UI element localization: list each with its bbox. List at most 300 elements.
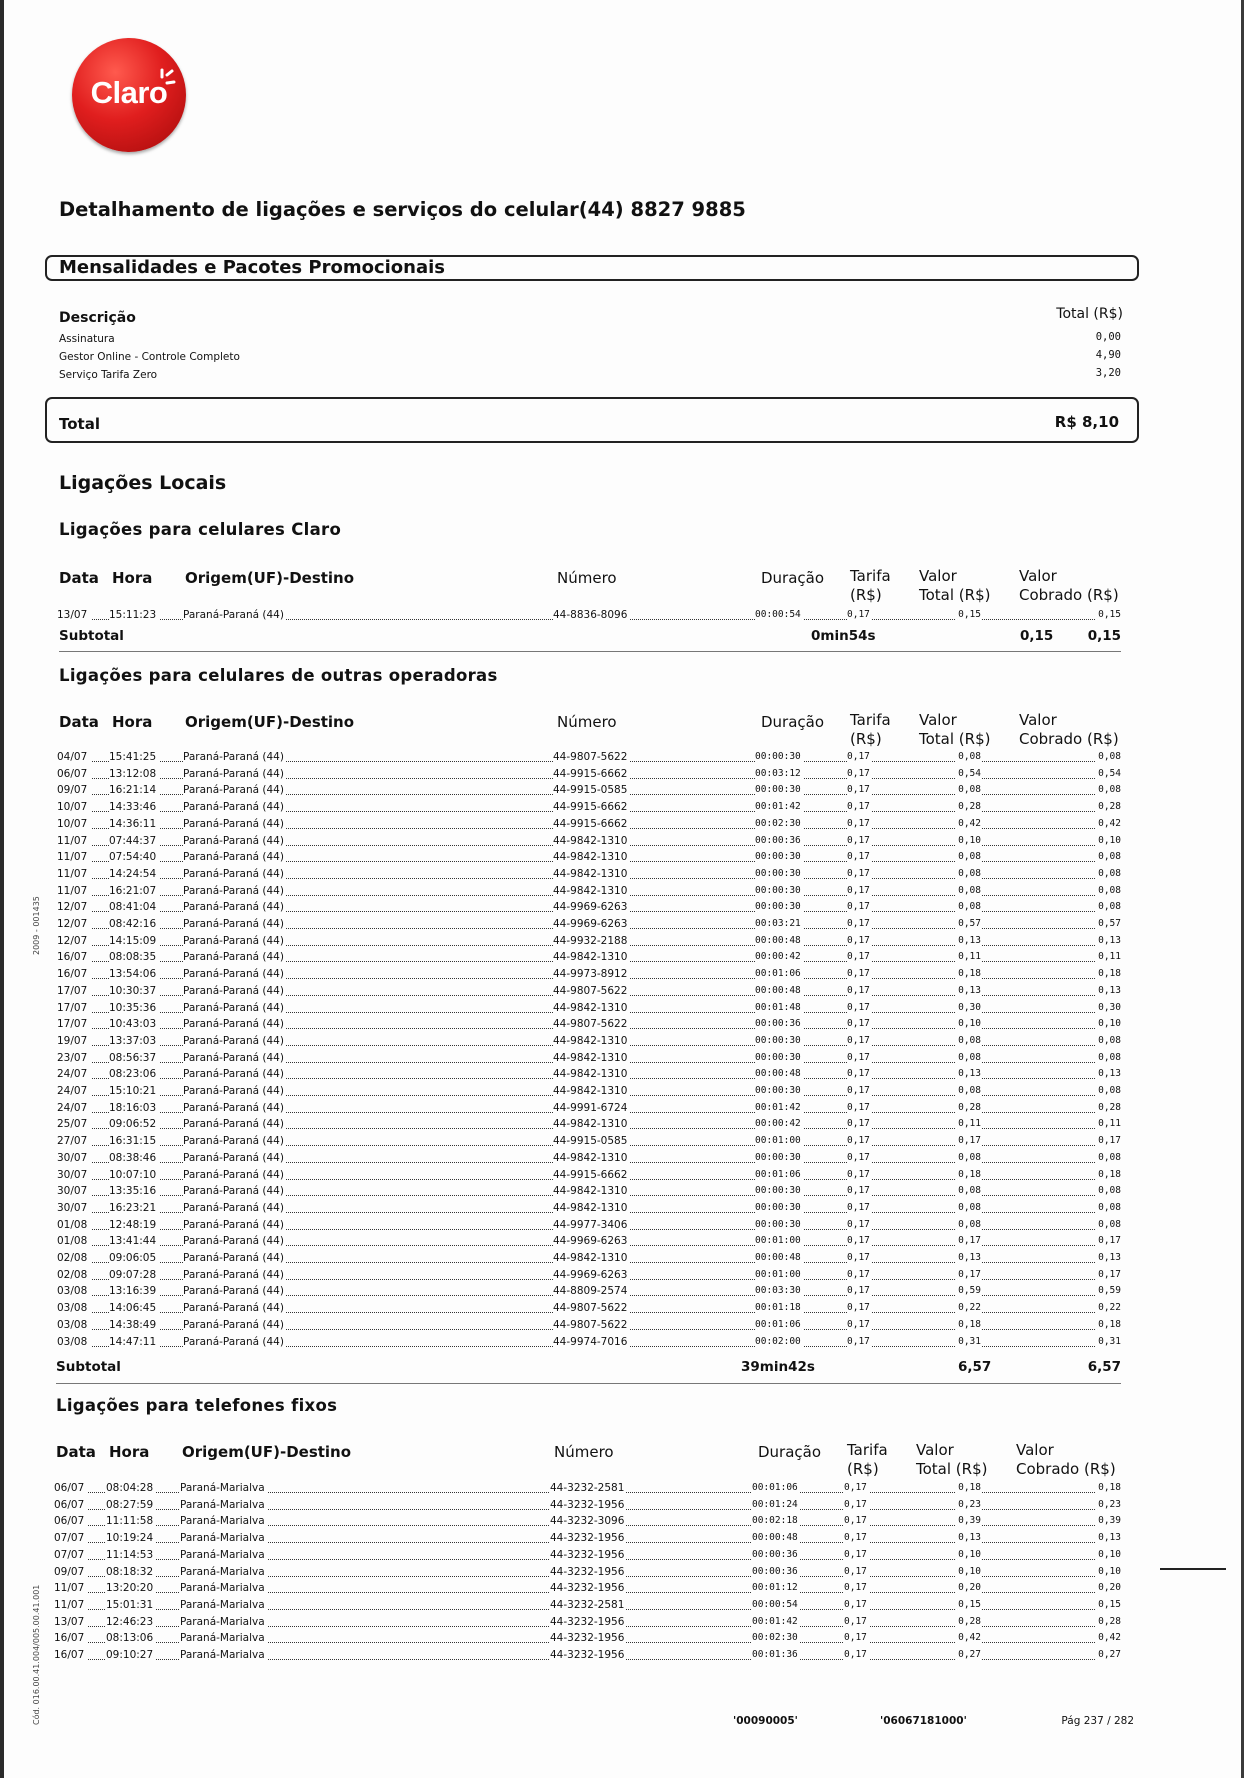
cell-valor-cobrado: 0,20 [1098, 1582, 1121, 1594]
cell-tarifa: 0,17 [847, 1034, 870, 1046]
cell-origem: Paraná-Marialva [180, 1482, 265, 1494]
table-row [57, 1235, 1121, 1249]
cell-valor-cobrado: 0,42 [1098, 817, 1121, 829]
cell-valor-cobrado: 0,31 [1098, 1335, 1121, 1347]
cell-valor-cobrado: 0,15 [1098, 1598, 1121, 1610]
cell-tarifa: 0,17 [847, 968, 870, 980]
cell-hora: 16:21:14 [109, 784, 159, 796]
cell-origem: Paraná-Paraná (44) [183, 784, 284, 797]
cell-data: 17/07 [57, 1018, 91, 1030]
cell-duracao: 00:00:30 [755, 1218, 801, 1230]
cell-valor-cobrado: 0,11 [1098, 1118, 1121, 1130]
cell-valor-total: 0,08 [958, 1085, 981, 1096]
cell-numero: 44-3232-1956 [550, 1649, 625, 1661]
cell-data: 11/07 [57, 835, 91, 847]
side-note-bottom: Cód. 016.00.41.004/005.00.41.001 [32, 1584, 41, 1725]
table-row [57, 801, 1121, 815]
cell-numero: 44-9807-5622 [553, 1018, 628, 1031]
cell-valor-total: 0,18 [958, 968, 981, 980]
cell-valor-total: 0,11 [958, 951, 981, 963]
claro-section-heading: Ligações para celulares Claro [59, 520, 342, 539]
cell-data: 06/07 [54, 1482, 88, 1494]
table-row [57, 951, 1121, 965]
service-label: Assinatura [59, 333, 115, 345]
cell-numero: 44-3232-1956 [550, 1615, 625, 1628]
cell-valor-total: 0,08 [958, 1051, 981, 1063]
header-valor-cobrado: Valor [1019, 567, 1057, 585]
header-valor-total-unit: Total (R$) [916, 1460, 988, 1478]
cell-valor-total: 0,08 [958, 751, 981, 762]
claro-subtotal [59, 628, 1121, 646]
service-label: Serviço Tarifa Zero [59, 369, 158, 381]
cell-tarifa: 0,17 [844, 1649, 867, 1660]
cell-hora: 11:14:53 [106, 1549, 156, 1561]
cell-valor-cobrado: 0,28 [1098, 1101, 1121, 1113]
cell-data: 27/07 [57, 1135, 91, 1147]
cell-data: 03/08 [57, 1302, 91, 1314]
cell-valor-cobrado: 0,18 [1098, 968, 1121, 980]
total-value: R$ 8,10 [1054, 413, 1119, 431]
cell-valor-total: 0,10 [958, 1565, 981, 1577]
total-column-header: Total (R$) [1056, 306, 1123, 322]
cell-valor-total: 0,18 [958, 1318, 981, 1330]
cell-duracao: 00:00:48 [755, 984, 801, 996]
cell-valor-cobrado: 0,17 [1098, 1268, 1121, 1280]
header-valor-cobrado-unit: Cobrado (R$) [1019, 586, 1119, 604]
cell-hora: 08:41:04 [109, 901, 159, 913]
cell-valor-total: 0,17 [958, 1268, 981, 1280]
cell-hora: 16:31:15 [109, 1135, 159, 1147]
cell-numero: 44-9915-0585 [553, 784, 628, 797]
table-row [57, 851, 1121, 865]
cell-numero: 44-3232-1956 [550, 1565, 625, 1578]
cell-data: 25/07 [57, 1118, 91, 1130]
cell-duracao: 00:00:30 [755, 884, 801, 896]
cell-tarifa: 0,17 [844, 1532, 867, 1544]
service-value: 0,00 [1095, 331, 1121, 343]
cell-origem: Paraná-Paraná (44) [183, 1034, 284, 1047]
cell-valor-cobrado: 0,18 [1098, 1482, 1121, 1493]
table-row [57, 1152, 1121, 1166]
cell-data: 11/07 [57, 868, 91, 880]
cell-numero: 44-9807-5622 [553, 751, 628, 763]
cell-origem: Paraná-Marialva [180, 1632, 265, 1645]
cell-duracao: 00:00:30 [755, 751, 801, 762]
cell-hora: 08:13:06 [106, 1632, 156, 1644]
cell-tarifa: 0,17 [847, 817, 870, 829]
cell-duracao: 00:00:30 [755, 1085, 801, 1096]
total-label: Total [59, 415, 100, 433]
cell-data: 01/08 [57, 1235, 91, 1247]
cell-numero: 44-9807-5622 [553, 984, 628, 997]
cell-tarifa: 0,17 [847, 867, 870, 879]
cell-data: 03/08 [57, 1319, 91, 1331]
cell-origem: Paraná-Paraná (44) [183, 1151, 284, 1164]
cell-valor-cobrado: 0,17 [1098, 1135, 1121, 1147]
subtotal-valor-total: 6,57 [958, 1359, 992, 1375]
cell-duracao: 00:00:42 [755, 951, 801, 963]
cell-tarifa: 0,17 [847, 1302, 870, 1314]
table-row [54, 1649, 1121, 1663]
cell-data: 12/07 [57, 918, 91, 930]
table-row [54, 1515, 1121, 1529]
cell-hora: 14:38:49 [109, 1319, 159, 1331]
cell-data: 24/07 [57, 1085, 91, 1097]
cell-valor-total: 0,30 [958, 1001, 981, 1013]
table-row [57, 1002, 1121, 1016]
cell-duracao: 00:00:36 [755, 1018, 801, 1030]
cell-duracao: 00:02:30 [752, 1632, 798, 1644]
cell-data: 11/07 [54, 1582, 88, 1594]
cell-origem: Paraná-Paraná (44) [183, 1168, 284, 1181]
cell-valor-cobrado: 0,28 [1098, 801, 1121, 813]
cell-valor-cobrado: 0,08 [1098, 784, 1121, 796]
cell-numero: 44-9807-5622 [553, 1318, 628, 1331]
header-numero: Número [557, 713, 617, 731]
cell-tarifa: 0,17 [847, 834, 870, 846]
cell-origem: Paraná-Paraná (44) [183, 1085, 284, 1097]
cell-numero: 44-9915-0585 [553, 1135, 628, 1148]
cell-tarifa: 0,17 [847, 1151, 870, 1163]
claro-logo [72, 38, 186, 152]
cell-hora: 14:36:11 [109, 818, 159, 830]
cell-hora: 09:06:52 [109, 1118, 159, 1130]
cell-valor-total: 0,31 [958, 1335, 981, 1347]
cell-origem: Paraná-Marialva [180, 1548, 265, 1561]
cell-tarifa: 0,17 [847, 1101, 870, 1113]
cell-origem: Paraná-Paraná (44) [183, 884, 284, 897]
cell-data: 06/07 [57, 768, 91, 780]
header-valor-cobrado-unit: Cobrado (R$) [1016, 1460, 1116, 1478]
cell-valor-total: 0,08 [958, 1034, 981, 1046]
outras-section-heading: Ligações para celulares de outras operadoras [59, 666, 498, 685]
table-row [57, 918, 1121, 932]
header-tarifa-unit: (R$) [850, 730, 882, 748]
cell-data: 30/07 [57, 1152, 91, 1164]
cell-valor-cobrado: 0,18 [1098, 1318, 1121, 1330]
cell-tarifa: 0,17 [847, 1252, 870, 1263]
cell-numero: 44-9932-2188 [553, 934, 628, 947]
cell-duracao: 00:01:12 [752, 1582, 798, 1594]
cell-tarifa: 0,17 [844, 1548, 867, 1560]
cell-hora: 14:15:09 [109, 935, 159, 947]
cell-hora: 09:10:27 [106, 1649, 156, 1661]
cell-tarifa: 0,17 [847, 901, 870, 913]
cell-valor-cobrado: 0,13 [1098, 1532, 1121, 1544]
cell-data: 13/07 [57, 609, 91, 621]
cell-valor-cobrado: 0,11 [1098, 951, 1121, 963]
cell-tarifa: 0,17 [847, 1185, 870, 1197]
cell-origem: Paraná-Paraná (44) [183, 1001, 284, 1014]
header-tarifa: Tarifa [847, 1441, 888, 1459]
service-value: 4,90 [1095, 349, 1121, 361]
cell-valor-total: 0,28 [958, 1615, 981, 1627]
table-row [54, 1482, 1121, 1496]
cell-valor-total: 0,13 [958, 934, 981, 946]
fixos-section-heading: Ligações para telefones fixos [56, 1396, 338, 1415]
cell-origem: Paraná-Paraná (44) [183, 1201, 284, 1214]
footer-code-left: '00090005' [733, 1715, 798, 1727]
cell-numero: 44-9842-1310 [553, 867, 628, 880]
cell-tarifa: 0,17 [844, 1498, 867, 1510]
cell-hora: 08:23:06 [109, 1068, 159, 1080]
header-data: Data [59, 569, 99, 587]
cell-duracao: 00:02:00 [755, 1335, 801, 1347]
cell-numero: 44-9842-1310 [553, 1252, 628, 1264]
cell-hora: 08:04:28 [106, 1482, 156, 1494]
cell-data: 19/07 [57, 1035, 91, 1047]
cell-origem: Paraná-Paraná (44) [183, 1018, 284, 1031]
cell-numero: 44-9977-3406 [553, 1218, 628, 1231]
table-row [57, 1068, 1121, 1082]
cell-valor-cobrado: 0,59 [1098, 1285, 1121, 1297]
cell-origem: Paraná-Paraná (44) [183, 1101, 284, 1114]
cell-hora: 14:06:45 [109, 1302, 159, 1314]
cell-origem: Paraná-Paraná (44) [183, 1285, 284, 1298]
cell-origem: Paraná-Paraná (44) [183, 1135, 284, 1148]
cell-numero: 44-3232-1956 [550, 1632, 625, 1645]
cell-valor-total: 0,08 [958, 1151, 981, 1163]
cell-duracao: 00:00:54 [752, 1598, 798, 1610]
cell-valor-total: 0,08 [958, 867, 981, 879]
cell-duracao: 00:00:30 [755, 1034, 801, 1046]
cell-numero: 44-9842-1310 [553, 1051, 628, 1064]
table-row [57, 609, 1121, 623]
cell-valor-total: 0,08 [958, 784, 981, 796]
cell-origem: Paraná-Paraná (44) [183, 1051, 284, 1064]
cell-data: 10/07 [57, 818, 91, 830]
cell-tarifa: 0,17 [847, 918, 870, 929]
table-row [54, 1632, 1121, 1646]
cell-hora: 12:46:23 [106, 1616, 156, 1628]
cell-duracao: 00:00:30 [755, 1185, 801, 1197]
cell-valor-cobrado: 0,08 [1098, 867, 1121, 879]
cell-hora: 11:11:58 [106, 1515, 156, 1527]
cell-hora: 16:23:21 [109, 1202, 159, 1214]
cell-valor-total: 0,17 [958, 1235, 981, 1247]
cell-hora: 08:38:46 [109, 1152, 159, 1164]
header-valor-total: Valor [919, 711, 957, 729]
cell-tarifa: 0,17 [844, 1632, 867, 1644]
table-row [57, 768, 1121, 782]
cell-numero: 44-9807-5622 [553, 1302, 628, 1315]
table-row [54, 1599, 1121, 1613]
cell-hora: 10:07:10 [109, 1169, 159, 1181]
cell-tarifa: 0,17 [847, 934, 870, 946]
cell-duracao: 00:00:30 [755, 1201, 801, 1213]
cell-hora: 13:16:39 [109, 1285, 159, 1297]
cell-data: 01/08 [57, 1219, 91, 1231]
cell-numero: 44-9842-1310 [553, 1034, 628, 1047]
cell-origem: Paraná-Paraná (44) [183, 851, 284, 864]
cell-duracao: 00:00:42 [755, 1118, 801, 1130]
cell-valor-cobrado: 0,10 [1098, 834, 1121, 846]
cell-tarifa: 0,17 [847, 984, 870, 996]
cell-valor-cobrado: 0,15 [1098, 609, 1121, 620]
cell-hora: 13:37:03 [109, 1035, 159, 1047]
cell-origem: Paraná-Marialva [180, 1598, 265, 1611]
cell-tarifa: 0,17 [847, 1201, 870, 1213]
cell-valor-cobrado: 0,30 [1098, 1001, 1121, 1013]
cell-data: 11/07 [54, 1599, 88, 1611]
cell-valor-cobrado: 0,08 [1098, 1151, 1121, 1163]
cell-tarifa: 0,17 [847, 784, 870, 796]
cell-valor-total: 0,20 [958, 1582, 981, 1594]
cell-duracao: 00:01:00 [755, 1135, 801, 1147]
cell-origem: Paraná-Paraná (44) [183, 951, 284, 964]
cell-duracao: 00:00:48 [755, 1068, 801, 1080]
cell-hora: 10:19:24 [106, 1532, 156, 1544]
cell-origem: Paraná-Paraná (44) [183, 834, 284, 847]
header-origem: Origem(UF)-Destino [185, 713, 355, 731]
cell-hora: 10:43:03 [109, 1018, 159, 1030]
cell-origem: Paraná-Paraná (44) [183, 817, 284, 830]
cell-tarifa: 0,17 [847, 801, 870, 813]
cell-tarifa: 0,17 [847, 1218, 870, 1230]
table-row [57, 1202, 1121, 1216]
cell-tarifa: 0,17 [847, 1051, 870, 1063]
cell-valor-cobrado: 0,13 [1098, 1252, 1121, 1263]
cell-tarifa: 0,17 [847, 1001, 870, 1013]
cell-tarifa: 0,17 [847, 609, 870, 620]
cell-valor-total: 0,28 [958, 801, 981, 813]
cell-hora: 16:21:07 [109, 885, 159, 897]
cell-numero: 44-9842-1310 [553, 1068, 628, 1081]
cell-valor-cobrado: 0,10 [1098, 1548, 1121, 1560]
subtotal-valor-cobrado: 6,57 [1087, 1359, 1121, 1375]
cell-hora: 08:08:35 [109, 951, 159, 963]
header-valor-cobrado: Valor [1016, 1441, 1054, 1459]
cell-duracao: 00:03:12 [755, 767, 801, 779]
cell-duracao: 00:00:54 [755, 609, 801, 620]
cell-valor-cobrado: 0,08 [1098, 901, 1121, 913]
cell-origem: Paraná-Paraná (44) [183, 1218, 284, 1231]
mensalidades-heading: Mensalidades e Pacotes Promocionais [59, 257, 446, 278]
table-row [57, 1219, 1121, 1233]
cell-valor-total: 0,08 [958, 1218, 981, 1230]
cell-hora: 15:01:31 [106, 1599, 156, 1611]
service-value: 3,20 [1095, 367, 1121, 379]
cell-duracao: 00:01:42 [755, 801, 801, 813]
cell-data: 09/07 [57, 784, 91, 796]
cell-valor-total: 0,11 [958, 1118, 981, 1130]
cell-duracao: 00:01:36 [752, 1649, 798, 1660]
cell-data: 16/07 [57, 968, 91, 980]
table-row [57, 1285, 1121, 1299]
cell-numero: 44-3232-2581 [550, 1598, 625, 1611]
cell-tarifa: 0,17 [847, 1085, 870, 1096]
cell-valor-total: 0,18 [958, 1482, 981, 1493]
cell-origem: Paraná-Paraná (44) [183, 1252, 284, 1264]
cell-duracao: 00:03:30 [755, 1285, 801, 1297]
cell-valor-cobrado: 0,08 [1098, 1085, 1121, 1096]
cell-valor-total: 0,57 [958, 918, 981, 929]
header-tarifa-unit: (R$) [847, 1460, 879, 1478]
cell-valor-cobrado: 0,54 [1098, 767, 1121, 779]
header-data: Data [59, 713, 99, 731]
cell-numero: 44-9842-1310 [553, 851, 628, 864]
cell-tarifa: 0,17 [847, 1268, 870, 1280]
header-duracao: Duração [761, 569, 825, 587]
cell-tarifa: 0,17 [844, 1482, 867, 1493]
cell-duracao: 00:01:48 [755, 1001, 801, 1013]
cell-valor-total: 0,17 [958, 1135, 981, 1147]
cell-duracao: 00:01:00 [755, 1235, 801, 1247]
cell-valor-cobrado: 0,13 [1098, 1068, 1121, 1080]
header-valor-cobrado-unit: Cobrado (R$) [1019, 730, 1119, 748]
cell-numero: 44-9842-1310 [553, 951, 628, 964]
cell-numero: 44-3232-1956 [550, 1532, 625, 1545]
cell-valor-cobrado: 0,08 [1098, 1034, 1121, 1046]
footer-page-number: Pág 237 / 282 [1061, 1715, 1134, 1727]
cell-valor-total: 0,08 [958, 901, 981, 913]
cell-data: 09/07 [54, 1566, 88, 1578]
cell-origem: Paraná-Paraná (44) [183, 801, 284, 814]
cell-tarifa: 0,17 [847, 1235, 870, 1247]
cell-numero: 44-9969-6263 [553, 901, 628, 914]
cell-valor-total: 0,23 [958, 1498, 981, 1510]
cell-data: 12/07 [57, 935, 91, 947]
cell-hora: 08:42:16 [109, 918, 159, 930]
table-row [57, 1319, 1121, 1333]
cell-origem: Paraná-Paraná (44) [183, 968, 284, 981]
cell-origem: Paraná-Marialva [180, 1515, 265, 1528]
header-valor-total-unit: Total (R$) [919, 586, 991, 604]
cell-numero: 44-9842-1310 [553, 1151, 628, 1164]
cell-valor-cobrado: 0,08 [1098, 1185, 1121, 1197]
cell-hora: 13:12:08 [109, 768, 159, 780]
cell-numero: 44-9842-1310 [553, 1118, 628, 1131]
header-data: Data [56, 1443, 96, 1461]
cell-valor-cobrado: 0,27 [1098, 1649, 1121, 1660]
cell-duracao: 00:00:30 [755, 1151, 801, 1163]
table-row [54, 1549, 1121, 1563]
cell-valor-total: 0,13 [958, 984, 981, 996]
cell-data: 02/08 [57, 1269, 91, 1281]
cell-valor-cobrado: 0,23 [1098, 1498, 1121, 1510]
cell-numero: 44-9915-6662 [553, 767, 628, 780]
cell-origem: Paraná-Paraná (44) [183, 934, 284, 947]
cell-origem: Paraná-Paraná (44) [183, 751, 284, 763]
cell-valor-total: 0,27 [958, 1649, 981, 1660]
cell-tarifa: 0,17 [847, 1168, 870, 1180]
cell-valor-cobrado: 0,10 [1098, 1565, 1121, 1577]
cell-numero: 44-8809-2574 [553, 1285, 628, 1298]
header-hora: Hora [112, 569, 153, 587]
cell-data: 06/07 [54, 1499, 88, 1511]
cell-hora: 07:54:40 [109, 851, 159, 863]
cell-duracao: 00:02:30 [755, 817, 801, 829]
table-row [57, 1052, 1121, 1066]
cell-duracao: 00:00:48 [752, 1532, 798, 1544]
cell-valor-cobrado: 0,39 [1098, 1515, 1121, 1527]
table-row [57, 784, 1121, 798]
cell-origem: Paraná-Paraná (44) [183, 1268, 284, 1281]
cell-origem: Paraná-Paraná (44) [183, 1068, 284, 1081]
side-note-top: 2009 - 001435 [32, 896, 41, 955]
table-row [57, 868, 1121, 882]
cell-data: 17/07 [57, 985, 91, 997]
table-row [57, 1035, 1121, 1049]
cell-valor-total: 0,10 [958, 1548, 981, 1560]
cell-hora: 14:47:11 [109, 1336, 159, 1348]
cell-valor-cobrado: 0,22 [1098, 1302, 1121, 1314]
cell-hora: 13:54:06 [109, 968, 159, 980]
logo-text: Claro [90, 75, 168, 110]
cell-valor-total: 0,13 [958, 1252, 981, 1263]
cell-origem: Paraná-Marialva [180, 1532, 265, 1545]
divider [59, 651, 1121, 652]
